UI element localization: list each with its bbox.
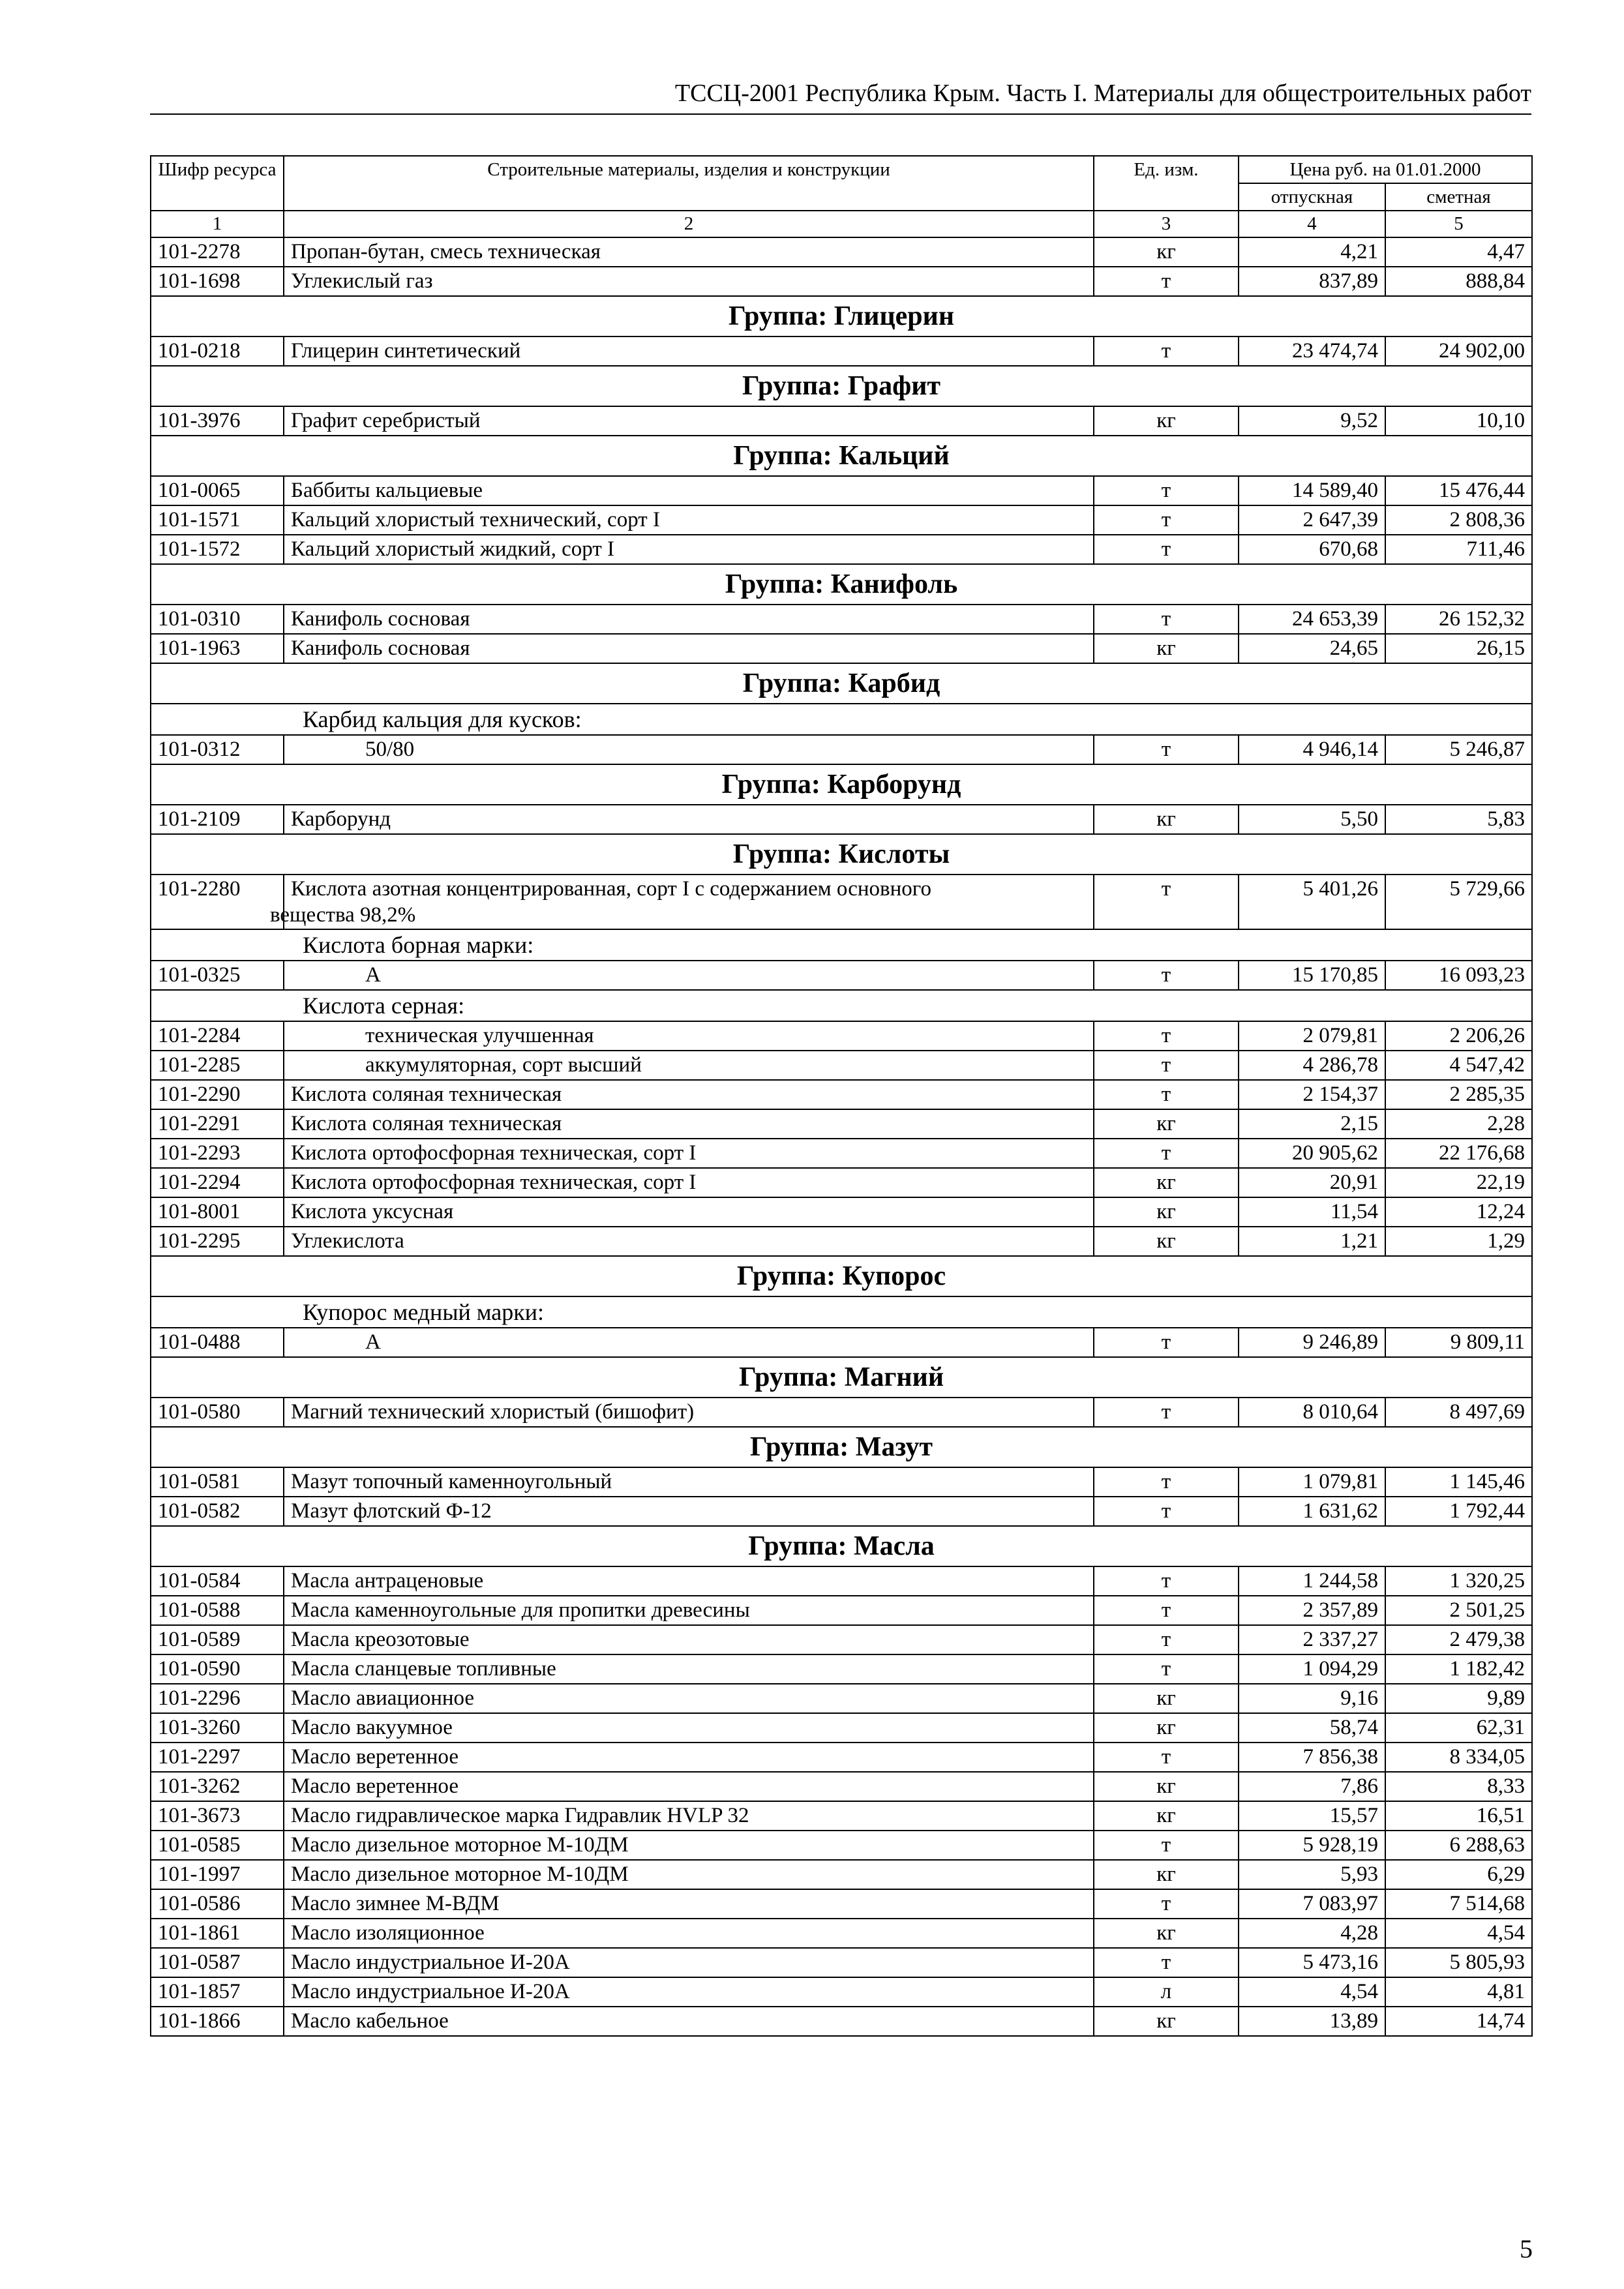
unit-of-measure: кг: [1094, 1684, 1239, 1713]
release-price: 24,65: [1239, 634, 1385, 663]
group-title: Группа: Купорос: [151, 1256, 1532, 1296]
group-title: Группа: Карбид: [151, 663, 1532, 704]
unit-of-measure: т: [1094, 1948, 1239, 1977]
material-name: Мазут флотский Ф-12: [284, 1497, 1094, 1526]
table-row: [151, 1860, 1532, 1889]
unit-of-measure: т: [1094, 535, 1239, 564]
col-header-price: Цена руб. на 01.01.2000: [1239, 156, 1532, 183]
group-header-row: [151, 436, 1532, 476]
table-row: [151, 1467, 1532, 1497]
release-price: 2 357,89: [1239, 1596, 1385, 1625]
col-number: 5: [1385, 211, 1532, 237]
unit-of-measure: кг: [1094, 1801, 1239, 1831]
group-header-row: [151, 834, 1532, 875]
release-price: 24 653,39: [1239, 605, 1385, 634]
col-header-estimate: сметная: [1385, 183, 1532, 211]
resource-code: 101-2297: [151, 1743, 284, 1772]
resource-code: 101-2278: [151, 237, 284, 267]
release-price: 4,54: [1239, 1977, 1385, 2007]
resource-code: 101-2284: [151, 1021, 284, 1051]
table-row: [151, 1596, 1532, 1625]
resource-code: 101-0582: [151, 1497, 284, 1526]
unit-of-measure: т: [1094, 875, 1239, 929]
release-price: 15 170,85: [1239, 961, 1385, 990]
resource-code: 101-1571: [151, 505, 284, 535]
resource-code: 101-2280: [151, 875, 284, 929]
group-header-row: [151, 296, 1532, 337]
material-name: Пропан-бутан, смесь техническая: [284, 237, 1094, 267]
release-price: 58,74: [1239, 1713, 1385, 1743]
subgroup-title: Карбид кальция для кусков:: [151, 704, 1532, 735]
page-number: 5: [1520, 2234, 1533, 2264]
estimate-price: 9,89: [1385, 1684, 1532, 1713]
material-name: Масло зимнее М-ВДМ: [284, 1889, 1094, 1919]
estimate-price: 4,47: [1385, 237, 1532, 267]
table-row: [151, 1684, 1532, 1713]
unit-of-measure: т: [1094, 1654, 1239, 1684]
unit-of-measure: кг: [1094, 1109, 1239, 1139]
estimate-price: 711,46: [1385, 535, 1532, 564]
table-row: [151, 1625, 1532, 1654]
material-name: Масла креозотовые: [284, 1625, 1094, 1654]
group-title: Группа: Кислоты: [151, 834, 1532, 875]
unit-of-measure: т: [1094, 1021, 1239, 1051]
material-name: Масло авиационное: [284, 1684, 1094, 1713]
estimate-price: 2 285,35: [1385, 1080, 1532, 1109]
resource-code: 101-1997: [151, 1860, 284, 1889]
col-header-name: Строительные материалы, изделия и конструкции: [284, 156, 1094, 211]
material-name: Масло вакуумное: [284, 1713, 1094, 1743]
release-price: 20 905,62: [1239, 1139, 1385, 1168]
material-name: Масло веретенное: [284, 1772, 1094, 1801]
release-price: 1 079,81: [1239, 1467, 1385, 1497]
col-header-release: отпускная: [1239, 183, 1385, 211]
resource-code: 101-2294: [151, 1168, 284, 1197]
group-header-row: [151, 1427, 1532, 1467]
table-row: [151, 805, 1532, 834]
table-row: [151, 735, 1532, 764]
table-row: [151, 1197, 1532, 1227]
material-name-line: вещества 98,2%: [270, 903, 416, 927]
resource-code: 101-0589: [151, 1625, 284, 1654]
estimate-price: 5 729,66: [1385, 875, 1532, 929]
unit-of-measure: т: [1094, 476, 1239, 505]
table-row: [151, 605, 1532, 634]
material-name: Канифоль сосновая: [284, 634, 1094, 663]
release-price: 2 337,27: [1239, 1625, 1385, 1654]
resource-code: 101-0488: [151, 1328, 284, 1357]
resource-code: 101-0584: [151, 1566, 284, 1596]
release-price: 837,89: [1239, 267, 1385, 296]
page-header: [150, 77, 1531, 115]
material-name: Кислота ортофосфорная техническая, сорт I: [284, 1139, 1094, 1168]
resource-code: 101-0590: [151, 1654, 284, 1684]
resource-code: 101-1861: [151, 1919, 284, 1948]
unit-of-measure: т: [1094, 1139, 1239, 1168]
table-row: [151, 1743, 1532, 1772]
resource-code: 101-0588: [151, 1596, 284, 1625]
unit-of-measure: л: [1094, 1977, 1239, 2007]
subgroup-header-row: [151, 1296, 1532, 1328]
resource-code: 101-3673: [151, 1801, 284, 1831]
release-price: 13,89: [1239, 2007, 1385, 2036]
release-price: 1 094,29: [1239, 1654, 1385, 1684]
price-table: [150, 155, 1533, 2037]
table-body: [151, 237, 1532, 2036]
estimate-price: 4,54: [1385, 1919, 1532, 1948]
subgroup-header-row: [151, 990, 1532, 1021]
release-price: 1,21: [1239, 1227, 1385, 1256]
estimate-price: 2 206,26: [1385, 1021, 1532, 1051]
group-title: Группа: Глицерин: [151, 296, 1532, 337]
table-row: [151, 1497, 1532, 1526]
table-row: [151, 476, 1532, 505]
estimate-price: 10,10: [1385, 406, 1532, 436]
group-header-row: [151, 1526, 1532, 1566]
col-header-unit: Ед. изм.: [1094, 156, 1239, 211]
group-header-row: [151, 663, 1532, 704]
material-name: Масла антраценовые: [284, 1566, 1094, 1596]
estimate-price: 12,24: [1385, 1197, 1532, 1227]
estimate-price: 5 246,87: [1385, 735, 1532, 764]
unit-of-measure: кг: [1094, 406, 1239, 436]
unit-of-measure: кг: [1094, 1197, 1239, 1227]
table-row: [151, 267, 1532, 296]
estimate-price: 16,51: [1385, 1801, 1532, 1831]
table-row: [151, 1080, 1532, 1109]
resource-code: 101-0065: [151, 476, 284, 505]
unit-of-measure: т: [1094, 1566, 1239, 1596]
material-name: Кислота уксусная: [284, 1197, 1094, 1227]
material-name: Глицерин синтетический: [284, 337, 1094, 366]
resource-code: 101-0585: [151, 1831, 284, 1860]
unit-of-measure: кг: [1094, 2007, 1239, 2036]
material-name: Графит серебристый: [284, 406, 1094, 436]
material-name: техническая улучшенная: [284, 1021, 1094, 1051]
material-name: аккумуляторная, сорт высший: [284, 1051, 1094, 1080]
col-number: 4: [1239, 211, 1385, 237]
material-name: Масло индустриальное И-20А: [284, 1977, 1094, 2007]
group-title: Группа: Канифоль: [151, 564, 1532, 605]
material-name: Масло веретенное: [284, 1743, 1094, 1772]
resource-code: 101-0218: [151, 337, 284, 366]
estimate-price: 1,29: [1385, 1227, 1532, 1256]
release-price: 2 154,37: [1239, 1080, 1385, 1109]
col-number: 1: [151, 211, 284, 237]
col-number: 2: [284, 211, 1094, 237]
subgroup-header-row: [151, 704, 1532, 735]
estimate-price: 1 320,25: [1385, 1566, 1532, 1596]
estimate-price: 888,84: [1385, 267, 1532, 296]
estimate-price: 22 176,68: [1385, 1139, 1532, 1168]
group-title: Группа: Карборунд: [151, 764, 1532, 805]
unit-of-measure: т: [1094, 1497, 1239, 1526]
unit-of-measure: кг: [1094, 1168, 1239, 1197]
table-row: [151, 1713, 1532, 1743]
group-header-row: [151, 1256, 1532, 1296]
estimate-price: 4,81: [1385, 1977, 1532, 2007]
resource-code: 101-0587: [151, 1948, 284, 1977]
release-price: 5,93: [1239, 1860, 1385, 1889]
document-title: ТССЦ-2001 Республика Крым. Часть I. Материалы для общестроительных работ: [674, 80, 1531, 107]
group-header-row: [151, 1357, 1532, 1398]
group-title: Группа: Магний: [151, 1357, 1532, 1398]
table-row: [151, 1831, 1532, 1860]
table-row: [151, 337, 1532, 366]
estimate-price: 22,19: [1385, 1168, 1532, 1197]
unit-of-measure: кг: [1094, 805, 1239, 834]
resource-code: 101-2290: [151, 1080, 284, 1109]
release-price: 7 083,97: [1239, 1889, 1385, 1919]
material-name: Кислота соляная техническая: [284, 1109, 1094, 1139]
table-row: [151, 1654, 1532, 1684]
estimate-price: 6 288,63: [1385, 1831, 1532, 1860]
release-price: 670,68: [1239, 535, 1385, 564]
resource-code: 101-0580: [151, 1398, 284, 1427]
subgroup-title: Кислота серная:: [151, 990, 1532, 1021]
release-price: 5,50: [1239, 805, 1385, 834]
release-price: 5 401,26: [1239, 875, 1385, 929]
col-number: 3: [1094, 211, 1239, 237]
release-price: 8 010,64: [1239, 1398, 1385, 1427]
release-price: 1 631,62: [1239, 1497, 1385, 1526]
estimate-price: 62,31: [1385, 1713, 1532, 1743]
table-row: [151, 1889, 1532, 1919]
table-row: [151, 1566, 1532, 1596]
estimate-price: 2,28: [1385, 1109, 1532, 1139]
unit-of-measure: кг: [1094, 1919, 1239, 1948]
material-name: Масло изоляционное: [284, 1919, 1094, 1948]
unit-of-measure: т: [1094, 1328, 1239, 1357]
release-price: 20,91: [1239, 1168, 1385, 1197]
table-row: [151, 1801, 1532, 1831]
group-title: Группа: Масла: [151, 1526, 1532, 1566]
estimate-price: 24 902,00: [1385, 337, 1532, 366]
unit-of-measure: т: [1094, 1398, 1239, 1427]
table-row: [151, 505, 1532, 535]
material-name: Кислота ортофосфорная техническая, сорт I: [284, 1168, 1094, 1197]
resource-code: 101-0310: [151, 605, 284, 634]
table-row: [151, 1227, 1532, 1256]
estimate-price: 2 479,38: [1385, 1625, 1532, 1654]
unit-of-measure: кг: [1094, 1860, 1239, 1889]
release-price: 2 647,39: [1239, 505, 1385, 535]
estimate-price: 1 182,42: [1385, 1654, 1532, 1684]
unit-of-measure: кг: [1094, 1713, 1239, 1743]
estimate-price: 16 093,23: [1385, 961, 1532, 990]
release-price: 4,28: [1239, 1919, 1385, 1948]
table-row: [151, 1328, 1532, 1357]
group-title: Группа: Графит: [151, 366, 1532, 406]
resource-code: 101-2295: [151, 1227, 284, 1256]
unit-of-measure: т: [1094, 1889, 1239, 1919]
table-row: [151, 535, 1532, 564]
resource-code: 101-3260: [151, 1713, 284, 1743]
col-header-code: Шифр ресурса: [151, 156, 284, 211]
table-row: [151, 1168, 1532, 1197]
resource-code: 101-3976: [151, 406, 284, 436]
resource-code: 101-1857: [151, 1977, 284, 2007]
resource-code: 101-3262: [151, 1772, 284, 1801]
resource-code: 101-0312: [151, 735, 284, 764]
release-price: 4,21: [1239, 237, 1385, 267]
release-price: 23 474,74: [1239, 337, 1385, 366]
table-head: [151, 156, 1532, 237]
table-row: [151, 1948, 1532, 1977]
release-price: 15,57: [1239, 1801, 1385, 1831]
group-title: Группа: Кальций: [151, 436, 1532, 476]
material-name: Баббиты кальциевые: [284, 476, 1094, 505]
estimate-price: 1 145,46: [1385, 1467, 1532, 1497]
subgroup-title: Купорос медный марки:: [151, 1296, 1532, 1328]
table-row: [151, 634, 1532, 663]
table-row: [151, 1772, 1532, 1801]
resource-code: 101-2285: [151, 1051, 284, 1080]
material-name: Углекислый газ: [284, 267, 1094, 296]
resource-code: 101-0325: [151, 961, 284, 990]
material-name: А: [284, 961, 1094, 990]
resource-code: 101-2291: [151, 1109, 284, 1139]
unit-of-measure: кг: [1094, 634, 1239, 663]
estimate-price: 2 808,36: [1385, 505, 1532, 535]
unit-of-measure: т: [1094, 505, 1239, 535]
resource-code: 101-1698: [151, 267, 284, 296]
release-price: 2,15: [1239, 1109, 1385, 1139]
table-row: [151, 875, 1532, 929]
release-price: 9 246,89: [1239, 1328, 1385, 1357]
unit-of-measure: т: [1094, 337, 1239, 366]
estimate-price: 5,83: [1385, 805, 1532, 834]
release-price: 7,86: [1239, 1772, 1385, 1801]
unit-of-measure: т: [1094, 1051, 1239, 1080]
group-header-row: [151, 564, 1532, 605]
unit-of-measure: кг: [1094, 237, 1239, 267]
resource-code: 101-1963: [151, 634, 284, 663]
resource-code: 101-2109: [151, 805, 284, 834]
table-row: [151, 1398, 1532, 1427]
unit-of-measure: кг: [1094, 1227, 1239, 1256]
table-row: [151, 1977, 1532, 2007]
resource-code: 101-8001: [151, 1197, 284, 1227]
estimate-price: 2 501,25: [1385, 1596, 1532, 1625]
resource-code: 101-1866: [151, 2007, 284, 2036]
material-name-line: Кислота азотная концентрированная, сорт I с содержанием основного: [291, 877, 931, 901]
estimate-price: 14,74: [1385, 2007, 1532, 2036]
material-name: Масла каменноугольные для пропитки древесины: [284, 1596, 1094, 1625]
release-price: 14 589,40: [1239, 476, 1385, 505]
release-price: 9,16: [1239, 1684, 1385, 1713]
estimate-price: 4 547,42: [1385, 1051, 1532, 1080]
table-row: [151, 961, 1532, 990]
estimate-price: 9 809,11: [1385, 1328, 1532, 1357]
release-price: 4 286,78: [1239, 1051, 1385, 1080]
subgroup-title: Кислота борная марки:: [151, 929, 1532, 961]
release-price: 4 946,14: [1239, 735, 1385, 764]
subgroup-header-row: [151, 929, 1532, 961]
material-name: Карборунд: [284, 805, 1094, 834]
release-price: 1 244,58: [1239, 1566, 1385, 1596]
material-name: Масло гидравлическое марка Гидравлик HVLP 32: [284, 1801, 1094, 1831]
unit-of-measure: т: [1094, 1596, 1239, 1625]
unit-of-measure: т: [1094, 1467, 1239, 1497]
unit-of-measure: т: [1094, 1831, 1239, 1860]
material-name: [270, 875, 1094, 929]
table-row: [151, 1109, 1532, 1139]
estimate-price: 8,33: [1385, 1772, 1532, 1801]
estimate-price: 5 805,93: [1385, 1948, 1532, 1977]
release-price: 5 473,16: [1239, 1948, 1385, 1977]
material-name: 50/80: [284, 735, 1094, 764]
release-price: 11,54: [1239, 1197, 1385, 1227]
resource-code: 101-2293: [151, 1139, 284, 1168]
estimate-price: 6,29: [1385, 1860, 1532, 1889]
material-name: Кислота соляная техническая: [284, 1080, 1094, 1109]
estimate-price: 8 497,69: [1385, 1398, 1532, 1427]
group-header-row: [151, 764, 1532, 805]
resource-code: 101-2296: [151, 1684, 284, 1713]
estimate-price: 26,15: [1385, 634, 1532, 663]
resource-code: 101-0586: [151, 1889, 284, 1919]
unit-of-measure: т: [1094, 1080, 1239, 1109]
table-row: [151, 1919, 1532, 1948]
unit-of-measure: т: [1094, 1625, 1239, 1654]
material-name: Кальций хлористый жидкий, сорт I: [284, 535, 1094, 564]
unit-of-measure: т: [1094, 1743, 1239, 1772]
estimate-price: 8 334,05: [1385, 1743, 1532, 1772]
material-name: А: [284, 1328, 1094, 1357]
material-name: Канифоль сосновая: [284, 605, 1094, 634]
material-name: Масла сланцевые топливные: [284, 1654, 1094, 1684]
material-name: Масло дизельное моторное М-10ДМ: [284, 1860, 1094, 1889]
unit-of-measure: т: [1094, 735, 1239, 764]
release-price: 9,52: [1239, 406, 1385, 436]
estimate-price: 7 514,68: [1385, 1889, 1532, 1919]
column-numbers-row: [151, 211, 1532, 237]
material-name: Кальций хлористый технический, сорт I: [284, 505, 1094, 535]
material-name: Мазут топочный каменноугольный: [284, 1467, 1094, 1497]
resource-code: 101-1572: [151, 535, 284, 564]
group-title: Группа: Мазут: [151, 1427, 1532, 1467]
release-price: 5 928,19: [1239, 1831, 1385, 1860]
material-name: Масло дизельное моторное М-10ДМ: [284, 1831, 1094, 1860]
unit-of-measure: т: [1094, 267, 1239, 296]
group-header-row: [151, 366, 1532, 406]
material-name: Углекислота: [284, 1227, 1094, 1256]
table-row: [151, 2007, 1532, 2036]
material-name: Масло кабельное: [284, 2007, 1094, 2036]
resource-code: 101-0581: [151, 1467, 284, 1497]
estimate-price: 15 476,44: [1385, 476, 1532, 505]
material-name: Магний технический хлористый (бишофит): [284, 1398, 1094, 1427]
unit-of-measure: т: [1094, 961, 1239, 990]
estimate-price: 1 792,44: [1385, 1497, 1532, 1526]
table-row: [151, 237, 1532, 267]
unit-of-measure: т: [1094, 605, 1239, 634]
table-row: [151, 1021, 1532, 1051]
unit-of-measure: кг: [1094, 1772, 1239, 1801]
release-price: 7 856,38: [1239, 1743, 1385, 1772]
table-row: [151, 1139, 1532, 1168]
estimate-price: 26 152,32: [1385, 605, 1532, 634]
table-row: [151, 406, 1532, 436]
material-name: Масло индустриальное И-20А: [284, 1948, 1094, 1977]
table-row: [151, 1051, 1532, 1080]
release-price: 2 079,81: [1239, 1021, 1385, 1051]
